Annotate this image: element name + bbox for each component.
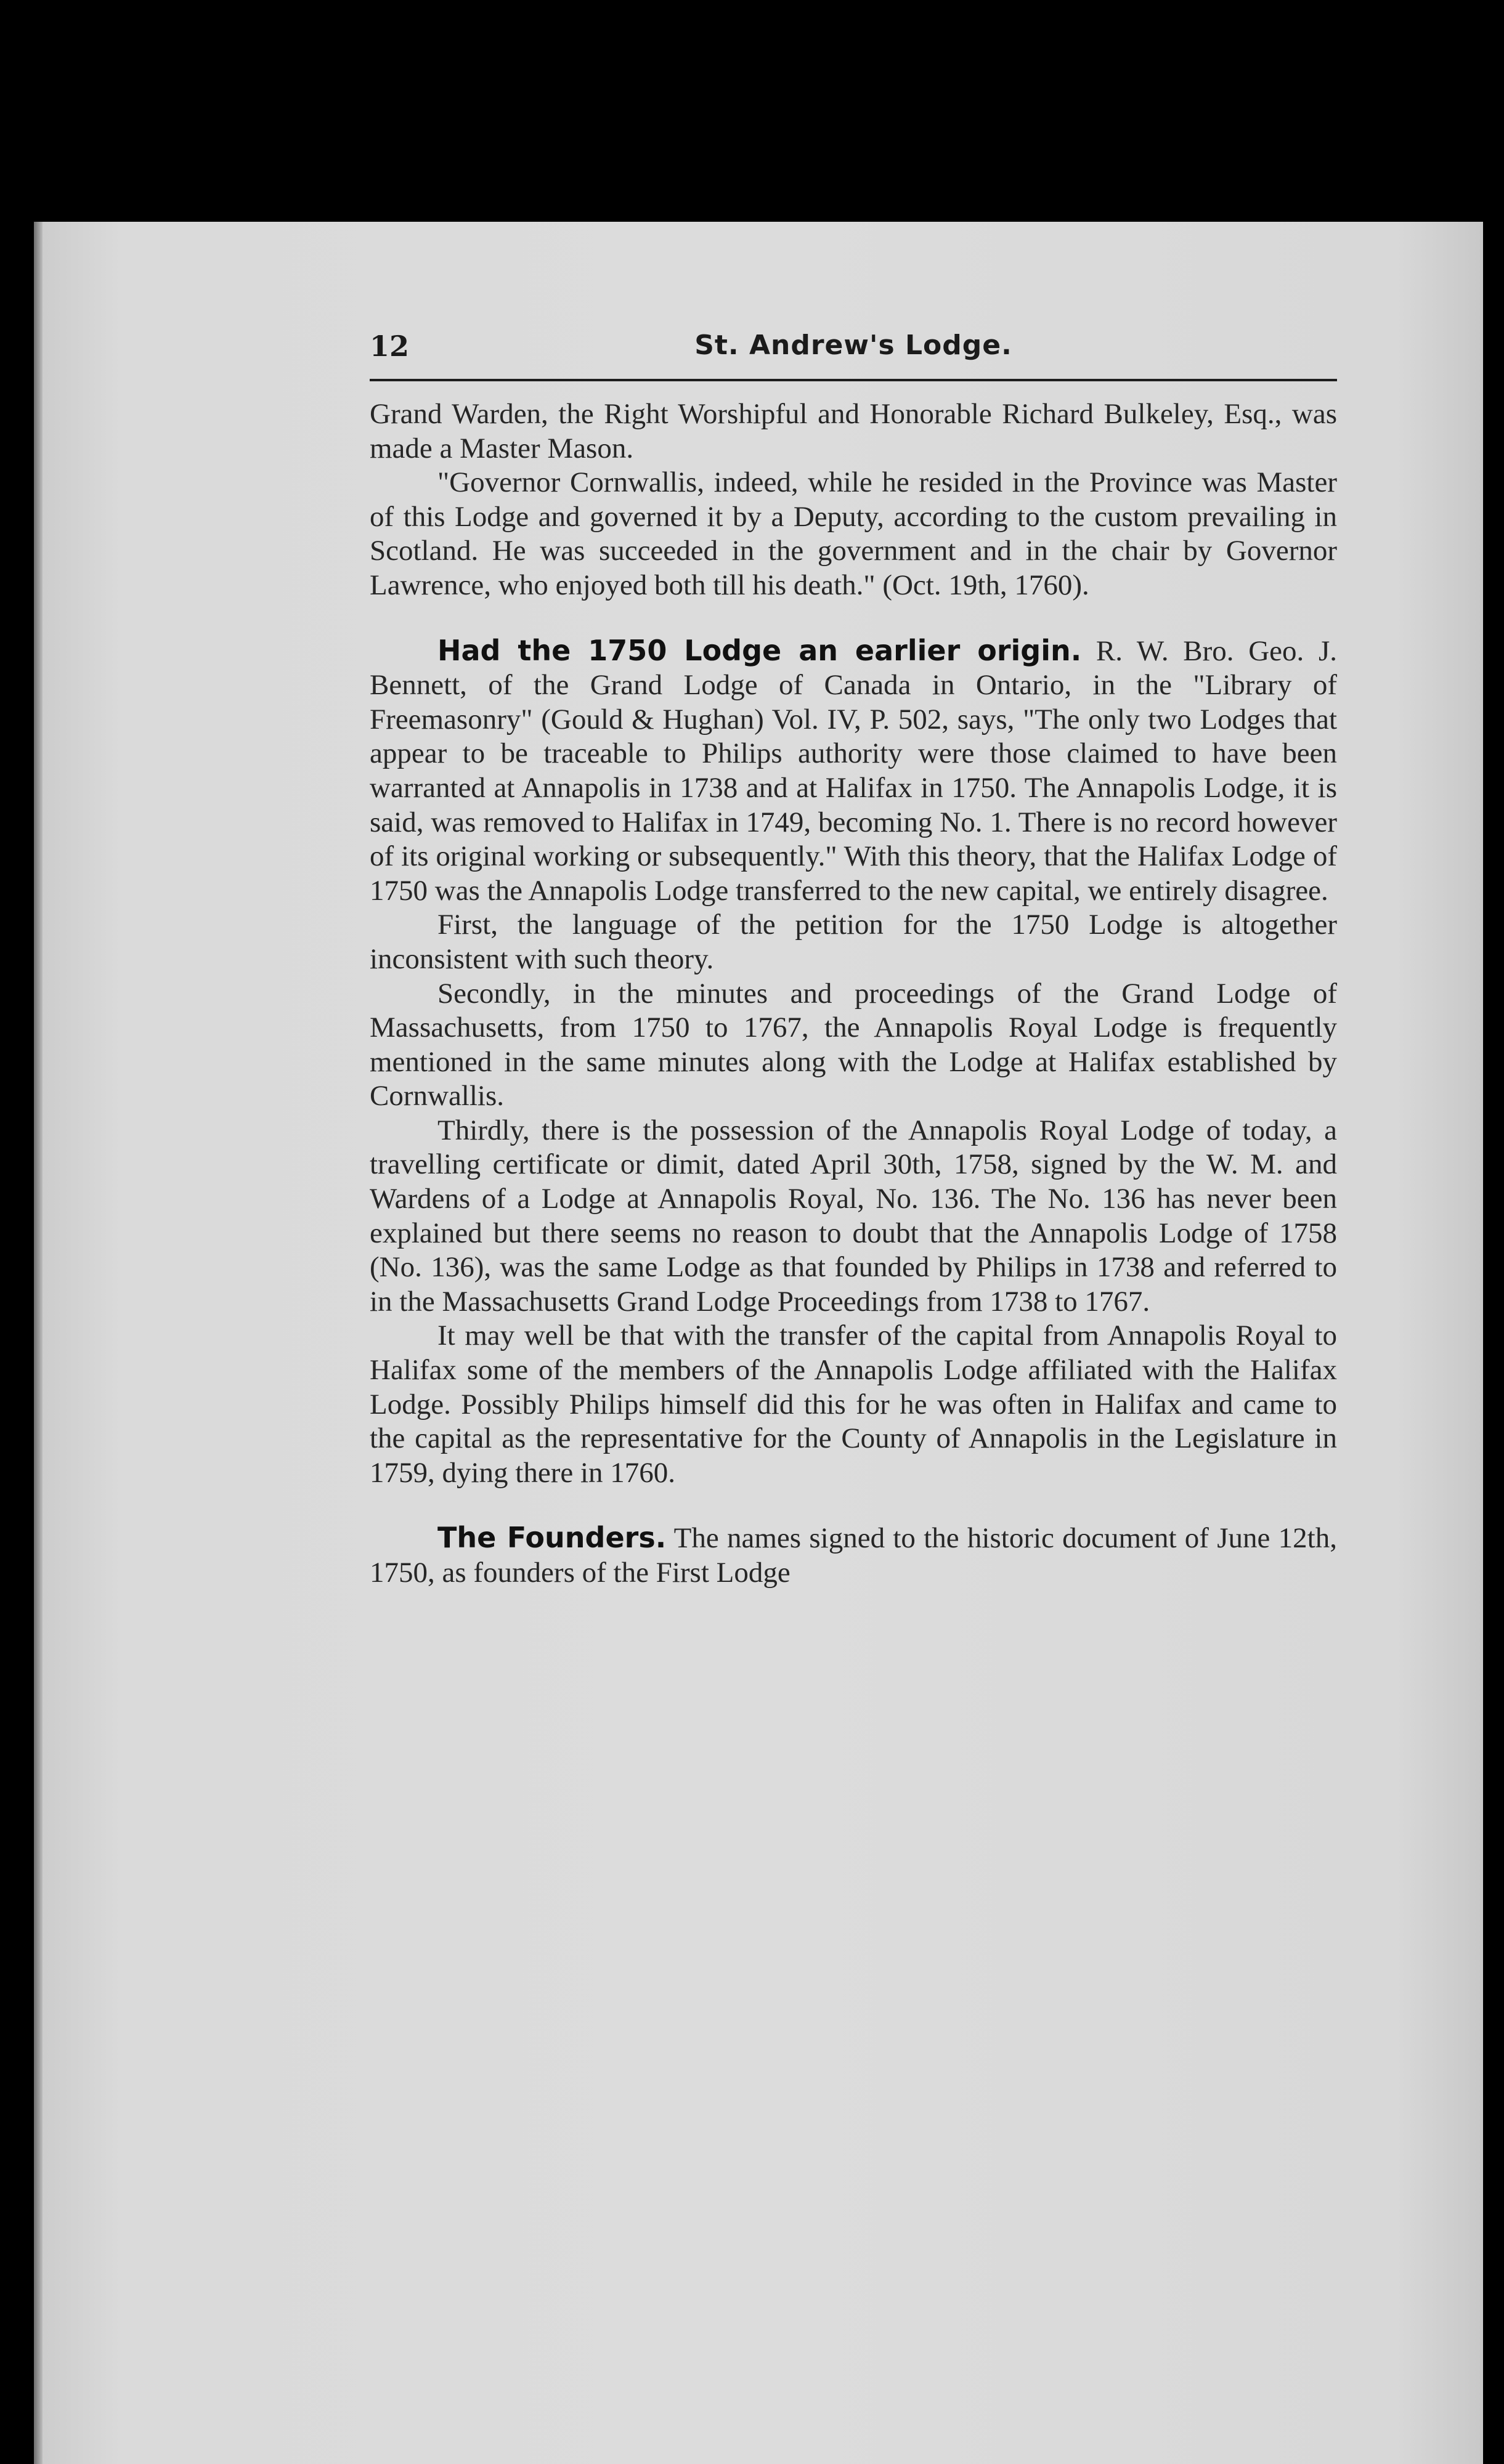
section-text: The names signed to the historic document of June 12th, 1750, as founders of the First Lodge — [370, 1522, 1337, 1589]
paragraph: Grand Warden, the Right Worshipful and Honorable Richard Bulkeley, Esq., was made a Master Mason. — [370, 398, 1337, 464]
section-heading: Had the 1750 Lodge an earlier origin. — [437, 633, 1082, 667]
page-number: 12 — [370, 330, 410, 363]
paragraph: First, the language of the petition for the 1750 Lodge is altogether inconsistent with such theory. — [370, 909, 1337, 975]
paragraph: It may well be that with the transfer of the capital from Annapolis Royal to Halifax some of the members of the Annapolis Lodge affiliated with the Halifax Lodge. Possibly Philips himself did this for he was often in Halifax and came to the capital as the representative for the County of Annapolis in the Legislature in 1759, dying there in 1760. — [370, 1319, 1337, 1489]
header-rule — [370, 379, 1337, 381]
paragraph: Secondly, in the minutes and proceedings of the Grand Lodge of Massachusetts, from 1750 to 1767, the Annapolis Royal Lodge is frequently mentioned in the same minutes along with the Lodge at Halifax established by Cornwallis. — [370, 977, 1337, 1112]
section-text: R. W. Bro. Geo. J. Bennett, of the Grand Lodge of Canada in Ontario, in the "Library of Freemasonry" (Gould & Hughan) Vol. IV, P. 502, says, "The only two Lodges that appear to be traceable to Philips authority were those claimed to have been warranted at Annapolis in 1738 and at Halifax in 1750. The Annapolis Lodge, it is said, was removed to Halifax in 1749, becoming No. 1. There is no record however of its original working or subsequently." With this theory, that the Halifax Lodge of 1750 was the Annapolis Lodge transferred to the new capital, we entirely disagree. — [370, 634, 1338, 907]
running-head: St. Andrew's Lodge. — [694, 330, 1012, 361]
page-edge — [34, 222, 43, 2464]
section-paragraph — [370, 1521, 1337, 1590]
section-paragraph — [370, 634, 1337, 909]
section-heading: The Founders. — [437, 1521, 667, 1555]
paragraph: "Governor Cornwallis, indeed, while he resided in the Province was Master of this Lodge and governed it by a Deputy, according to the custom prevailing in Scotland. He was succeeded in the government and in the chair by Governor Lawrence, who enjoyed both till his death." (Oct. 19th, 1760). — [370, 466, 1337, 601]
paragraph: Thirdly, there is the possession of the Annapolis Royal Lodge of today, a travelling certificate or dimit, dated April 30th, 1758, signed by the W. M. and Wardens of a Lodge at Annapolis Royal, No. 136. The No. 136 has never been explained but there seems no reason to doubt that the Annapolis Lodge of 1758 (No. 136), was the same Lodge as that founded by Philips in 1738 and referred to in the Massachusetts Grand Lodge Proceedings from 1738 to 1767. — [370, 1114, 1337, 1318]
page-body — [370, 397, 1337, 1591]
page-header — [370, 330, 1337, 379]
